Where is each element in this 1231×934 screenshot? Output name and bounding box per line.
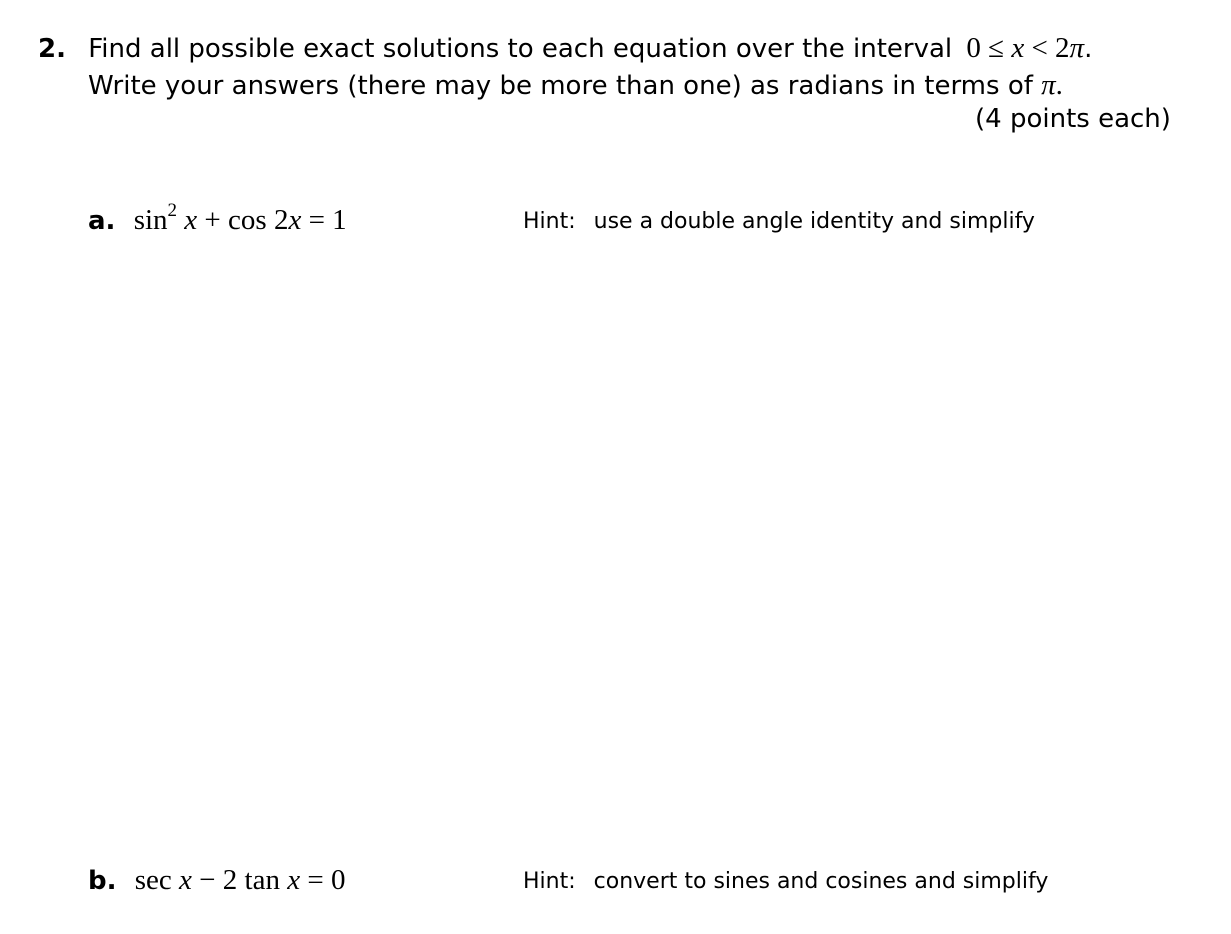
part-a-label: a. bbox=[88, 206, 116, 236]
pi-symbol: π bbox=[1041, 69, 1056, 101]
points-note: (4 points each) bbox=[975, 104, 1171, 134]
part-b-hint-text: convert to sines and cosines and simplify bbox=[593, 869, 1049, 894]
part-b-equation-row bbox=[88, 865, 345, 896]
part-a-equation-row bbox=[88, 200, 347, 236]
interval-expression: 0 ≤ x < 2π bbox=[966, 32, 1085, 64]
question-instruction: Find all possible exact solutions to each equation over the interval bbox=[88, 34, 953, 64]
part-b-equation: sec x − 2 tan x = 0 bbox=[134, 864, 346, 896]
question-line-1: 2. Find all possible exact solutions to each equation over the interval 0 ≤ x < 2π. bbox=[38, 32, 1093, 64]
question-number: 2. bbox=[38, 34, 66, 64]
part-a-hint bbox=[523, 209, 1035, 235]
part-a-hint-text: use a double angle identity and simplify bbox=[593, 209, 1035, 234]
part-b-label: b. bbox=[88, 866, 117, 896]
part-a-hint-label: Hint: bbox=[523, 209, 576, 234]
question-line-2: Write your answers (there may be more than one) as radians in terms of π. bbox=[88, 69, 1063, 101]
part-b-hint-label: Hint: bbox=[523, 869, 576, 894]
part-a-equation: $\sin^2 x + \cos 2x = 1$ bbox=[133, 200, 347, 236]
answer-format-instruction: Write your answers (there may be more than one) as radians in terms of bbox=[88, 71, 1033, 101]
part-b-hint bbox=[523, 869, 1048, 895]
